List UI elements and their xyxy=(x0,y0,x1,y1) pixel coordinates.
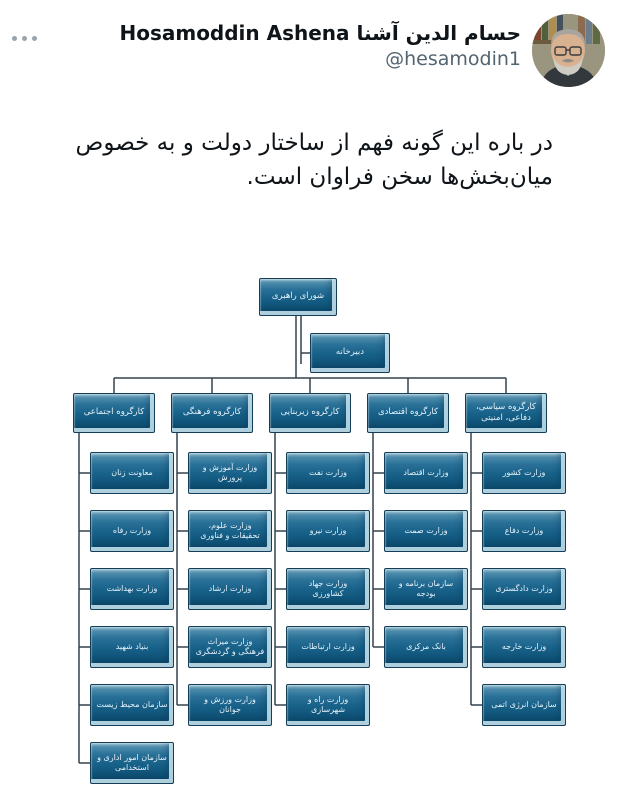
org-node-child: سازمان برنامه و بودجه xyxy=(384,568,468,610)
org-node-group: کارگروه زیربنایی xyxy=(269,393,351,433)
org-node-child: وزارت اقتصاد xyxy=(384,452,468,494)
avatar[interactable] xyxy=(532,14,605,87)
more-dot xyxy=(22,36,27,41)
org-node-group: کارگروه اقتصادی xyxy=(367,393,449,433)
org-node-child: سازمان امور اداری و استخدامی xyxy=(90,742,174,784)
org-node-child: وزارت میراث فرهنگی و گردشگری xyxy=(188,626,272,668)
org-node-child: وزارت جهاد کشاورزی xyxy=(286,568,370,610)
tweet-text: در باره این گونه فهم از ساختار دولت و به خصوص میان‌بخش‌ها سخن فراوان است. xyxy=(75,130,553,190)
org-node-child: معاونت زنان xyxy=(90,452,174,494)
org-node-secretariat: دبیرخانه xyxy=(310,333,390,373)
author-block xyxy=(60,20,521,72)
more-icon[interactable] xyxy=(12,28,46,48)
org-node-child: وزارت دفاع xyxy=(482,510,566,552)
org-node-child: بنیاد شهید xyxy=(90,626,174,668)
org-node-child: وزارت علوم، تحقیقات و فناوری xyxy=(188,510,272,552)
org-node-child: وزارت راه و شهرسازی xyxy=(286,684,370,726)
org-node-child: وزارت نیرو xyxy=(286,510,370,552)
org-node-group: کارگروه سیاسی، دفاعی، امنیتی xyxy=(465,393,547,433)
org-node-child: سازمان انرژی اتمی xyxy=(482,684,566,726)
org-node-child: سازمان محیط زیست xyxy=(90,684,174,726)
author-handle[interactable]: @hesamodin1 xyxy=(385,48,521,70)
org-node-child: وزارت ارتباطات xyxy=(286,626,370,668)
more-dot xyxy=(12,36,17,41)
org-node-child: وزارت رفاه xyxy=(90,510,174,552)
profile-photo-illustration xyxy=(532,14,605,87)
org-node-child: وزارت بهداشت xyxy=(90,568,174,610)
org-node-child: وزارت خارجه xyxy=(482,626,566,668)
org-node-child: بانک مرکزی xyxy=(384,626,468,668)
author-name[interactable]: حسام الدین آشنا Hosamoddin Ashena xyxy=(119,21,521,45)
org-node-child: وزارت صمت xyxy=(384,510,468,552)
org-node-child: وزارت کشور xyxy=(482,452,566,494)
org-chart-media[interactable] xyxy=(0,250,617,800)
org-node-group: کارگروه فرهنگی xyxy=(171,393,253,433)
more-dot xyxy=(32,36,37,41)
org-node-child: وزارت نفت xyxy=(286,452,370,494)
org-node-root: شورای راهبری xyxy=(259,278,337,316)
org-node-child: وزارت ورزش و جوانان xyxy=(188,684,272,726)
org-node-child: وزارت ارشاد xyxy=(188,568,272,610)
org-node-child: وزارت دادگستری xyxy=(482,568,566,610)
org-node-group: کارگروه اجتماعی xyxy=(73,393,155,433)
org-node-child: وزارت آموزش و پرورش xyxy=(188,452,272,494)
